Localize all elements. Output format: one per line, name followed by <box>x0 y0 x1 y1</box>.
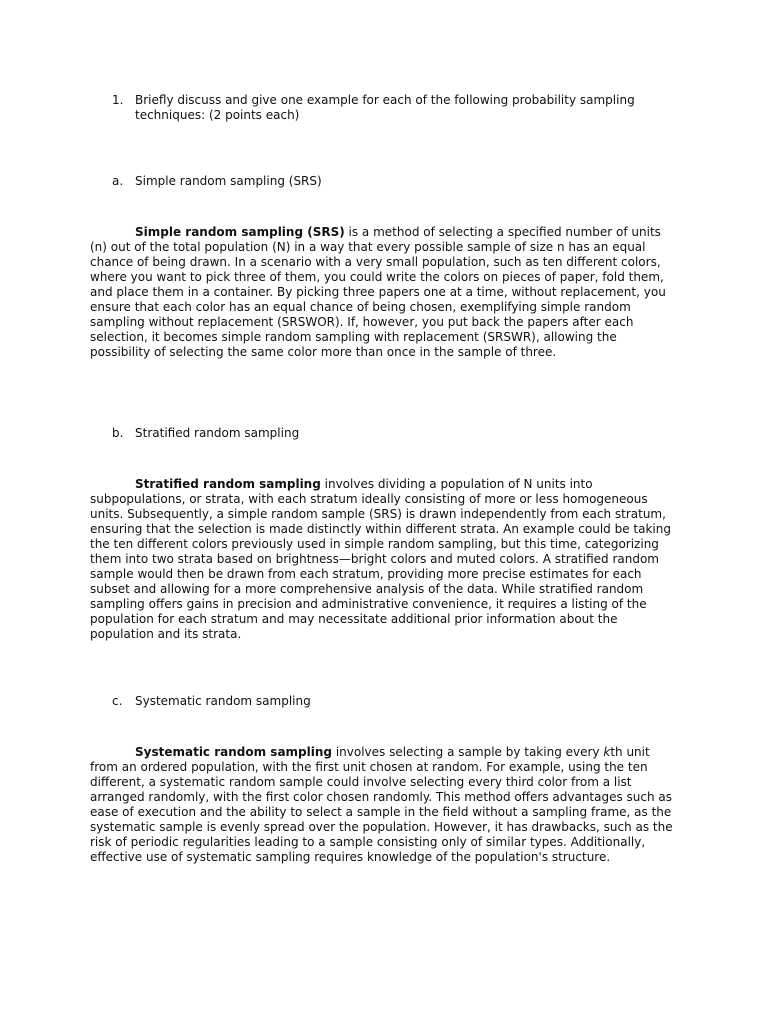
section-heading-b <box>90 426 690 441</box>
section-heading-text: Systematic random sampling <box>135 694 311 708</box>
paragraph-term: Stratified random sampling <box>135 477 321 491</box>
section-marker: c. <box>112 694 123 708</box>
question-text: Briefly discuss and give one example for each of the following probability sampling techniques: (2 points each) <box>135 93 635 122</box>
paragraph-body-continued: th unit from an ordered population, with the first unit chosen at random. For example, using the ten different, a systematic random sample could involve selecting every third color from a list arranged randomly, with the first color chosen randomly. This method offers advantages such as ease of execution and the ability to select a sample in the field without a sampling frame, as the systematic sample is evenly spread over the population. However, it has drawbacks, such as the risk of periodic regularities leading to a sample consisting only of similar types. Additionally, effective use of systematic sampling requires knowledge of the population's structure. <box>90 745 673 864</box>
section-paragraph-a <box>90 225 680 360</box>
question-number: 1. <box>112 93 124 107</box>
paragraph-body: is a method of selecting a specified number of units (n) out of the total population (N) in a way that every possible sample of size n has an equal chance of being drawn. In a scenario with a very small population, such as ten different colors, where you want to pick three of them, you could write the colors on pieces of paper, fold them, and place them in a container. By picking three papers one at a time, without replacement, you ensure that each color has an equal chance of being chosen, exemplifying simple random sampling without replacement (SRSWOR). If, however, you put back the papers after each selection, it becomes simple random sampling with replacement (SRSWR), allowing the possibility of selecting the same color more than once in the sample of three. <box>90 225 666 359</box>
paragraph-body: involves dividing a population of N units into subpopulations, or strata, with each stratum ideally consisting of more or less homogeneous units. Subsequently, a simple random sample (SRS) is drawn independently from each stratum, ensuring that the selection is made distinctly within different strata. An example could be taking the ten different colors previously used in simple random sampling, but this time, categorizing them into two strata based on brightness—bright colors and muted colors. A stratified random sample would then be drawn from each stratum, providing more precise estimates for each subset and allowing for a more comprehensive analysis of the data. While stratified random sampling offers gains in precision and administrative convenience, it requires a listing of the population for each stratum and may necessitate additional prior information about the population and its strata. <box>90 477 671 641</box>
paragraph-term: Systematic random sampling <box>135 745 332 759</box>
section-heading-text: Simple random sampling (SRS) <box>135 174 322 188</box>
paragraph-term: Simple random sampling (SRS) <box>135 225 345 239</box>
paragraph-italic-k: k <box>603 745 611 759</box>
section-heading-a <box>90 174 690 189</box>
section-heading-text: Stratified random sampling <box>135 426 300 440</box>
section-marker: b. <box>112 426 124 440</box>
question-item <box>90 93 690 123</box>
section-paragraph-c <box>90 745 680 865</box>
section-marker: a. <box>112 174 124 188</box>
section-paragraph-b <box>90 477 680 642</box>
section-heading-c <box>90 694 690 709</box>
paragraph-body: involves selecting a sample by taking every <box>332 745 604 759</box>
